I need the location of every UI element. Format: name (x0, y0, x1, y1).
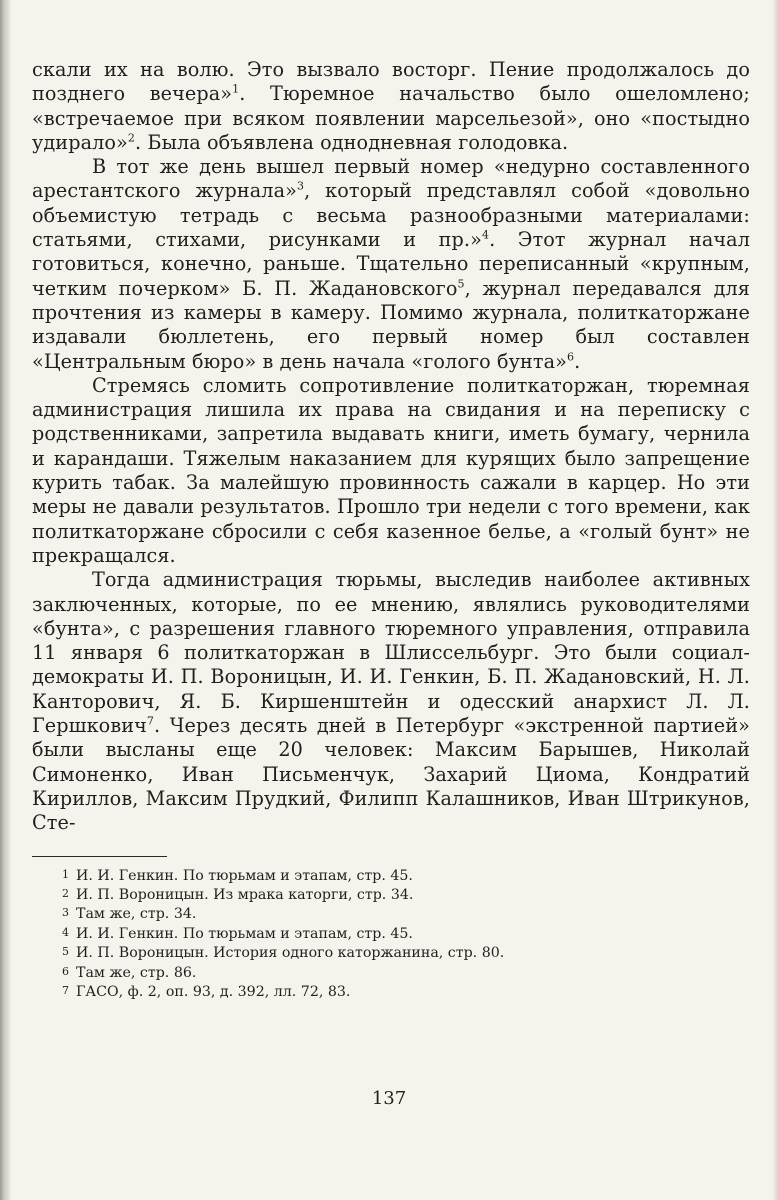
footnote-text: ГАСО, ф. 2, оп. 93, д. 392, лл. 72, 83. (76, 983, 351, 1000)
text-run: Стремясь сломить сопротивление политкаторжан, тюремная администрация лишила их права на свидания и на переписку с родственниками, запретила выдавать книги, иметь бумагу, чернила и карандаши. Тяжелым наказанием для курящих было запрещение курить табак. За малейшую провинность сажали в карцер. Но эти меры не давали результатов. Прошло три недели с того времени, как политкаторжане сбросили с себя казенное белье, а «голый бунт» не прекращался. (32, 373, 750, 567)
text-run: . Была объявлена однодневная голодовка. (135, 130, 569, 154)
text-run: , журнал передавался для прочтения из камеры в камеру. Помимо журнала, политкаторжане издавали бюллетень, его первый номер был составлен «Центральным бюро» в день начала «голого бунта» (32, 276, 750, 373)
footnote (62, 904, 750, 923)
footnote (62, 943, 750, 962)
text-run: . (574, 349, 581, 373)
text-run: . Через десять дней в Петербург «экстренной партией» были высланы еще 20 человек: Максим Барышев, Николай Симоненко, Иван Письменчук, Захарий Циома, Кондратий Кириллов, Максим Прудкий, Филипп Калашников, Иван Штрикунов, Сте- (32, 714, 750, 835)
footnote-marker: 1 (232, 82, 240, 96)
paragraph (32, 58, 750, 155)
footnote-number: 6 (62, 964, 69, 978)
scan-left-edge (0, 0, 12, 1200)
footnote-text: Там же, стр. 86. (76, 964, 197, 981)
footnote-divider (32, 856, 167, 857)
footnote-number: 7 (62, 983, 69, 997)
footnote (62, 866, 750, 885)
footnote (62, 963, 750, 982)
text-run: В тот же день вышел первый номер «недурно составленного арестантского журнала» (32, 155, 750, 203)
scan-right-edge (772, 0, 778, 1200)
text-run: . Этот журнал начал готовиться, конечно, раньше. Тщательно переписанный «крупным, четким почерком» Б. П. Жадановского (32, 228, 750, 300)
footnote-number: 1 (62, 867, 69, 881)
footnote (62, 924, 750, 943)
text-run: , который представлял собой «довольно объемистую тетрадь с весьма разнообразными материалами: статьями, стихами, рисунками и пр.» (32, 179, 751, 252)
footnote-marker: 3 (296, 180, 305, 194)
paragraph (32, 155, 750, 374)
footnote-marker: 4 (481, 228, 490, 242)
book-page (32, 58, 750, 1001)
footnote-text: И. И. Генкин. По тюрьмам и этапам, стр. 45. (76, 867, 413, 884)
footnote-number: 3 (62, 906, 69, 920)
footnote-text: И. П. Вороницын. Из мрака каторги, стр. 34. (76, 886, 414, 903)
footnote-text: И. И. Генкин. По тюрьмам и этапам, стр. 45. (76, 925, 413, 942)
body-text (32, 58, 750, 836)
text-run: . Тюремное начальство было ошеломлено; «встречаемое при всяком появлении марсельезой», оно «постыдно удирало» (32, 82, 750, 154)
footnote (62, 885, 750, 904)
footnotes (32, 866, 750, 1002)
footnote-text: И. П. Вороницын. История одного каторжанина, стр. 80. (76, 945, 505, 962)
text-run: скали их на волю. Это вызвало восторг. Пение продолжалось до позднего вечера» (32, 58, 750, 106)
footnote-marker: 5 (457, 277, 465, 291)
footnote (62, 982, 750, 1001)
paragraph (32, 374, 750, 568)
footnote-marker: 6 (567, 350, 575, 364)
footnote-text: Там же, стр. 34. (76, 906, 197, 923)
footnote-number: 2 (62, 886, 69, 900)
paragraph (32, 568, 750, 835)
footnote-marker: 7 (146, 714, 155, 728)
footnote-marker: 2 (127, 131, 136, 145)
page-number: 137 (371, 1088, 407, 1109)
footnote-number: 4 (62, 925, 69, 939)
footnote-number: 5 (62, 945, 69, 959)
text-run: Тогда администрация тюрьмы, выследив наиболее активных заключенных, которые, по ее мнению, являлись руководителями «бунта», с разрешения главного тюремного управления, отправила 11 января 6 политкаторжан в Шлиссельбург. Это были социал-демократы И. П. Вороницын, И. И. Генкин, Б. П. Жадановский, Н. Л. Канторович, Я. Б. Киршенштейн и одесский анархист Л. Л. Гершкович (32, 568, 750, 738)
